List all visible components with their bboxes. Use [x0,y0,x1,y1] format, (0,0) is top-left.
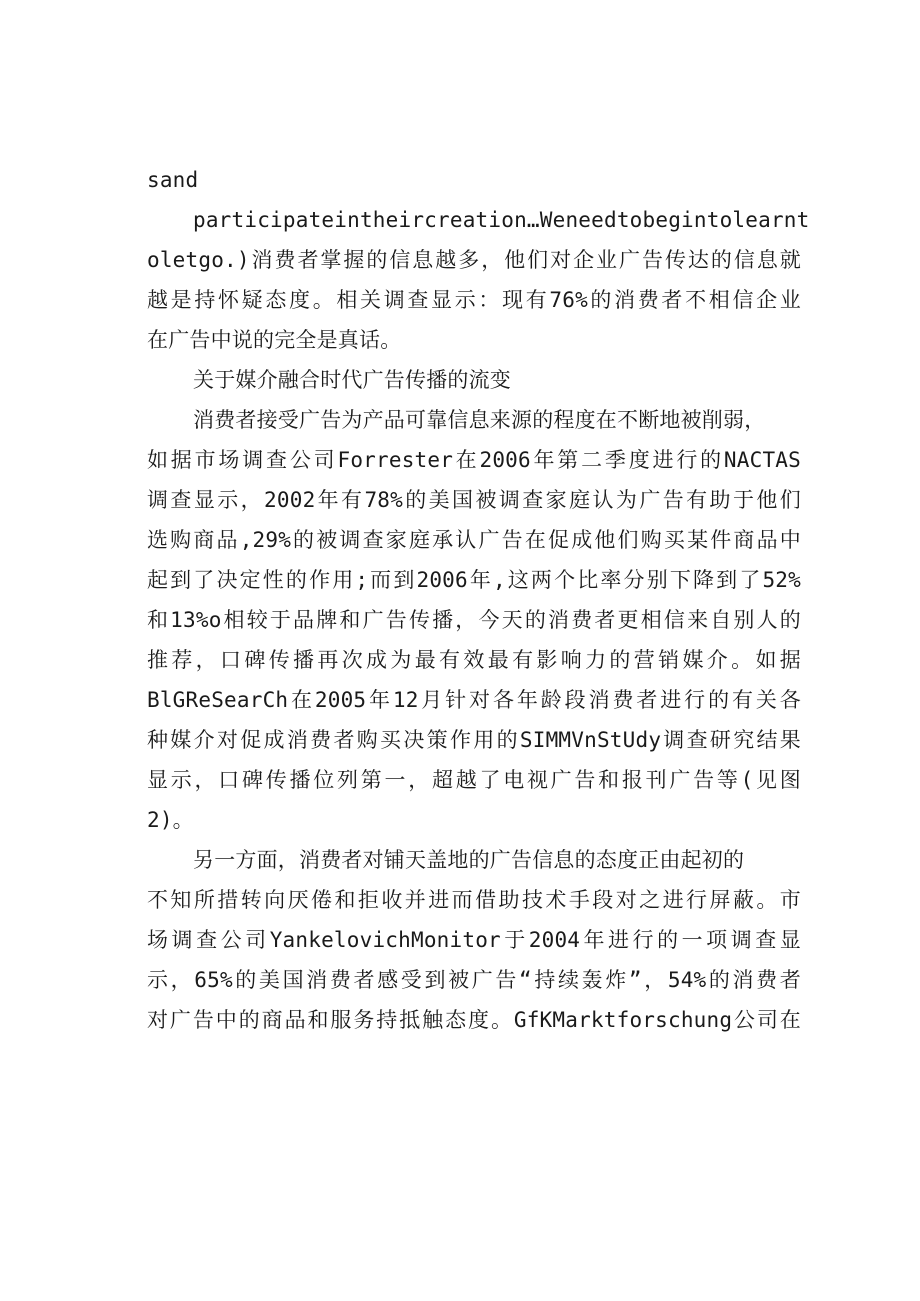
text-line: 消费者接受广告为产品可靠信息来源的程度在不断地被削弱， [193,408,766,432]
text-line: 种媒介对促成消费者购买决策作用的SIMMVnStUdy调查研究结果 [147,728,801,752]
text-line: oletgo.)消费者掌握的信息越多，他们对企业广告传达的信息就 [147,248,801,272]
section-heading: 关于媒介融合时代广告传播的流变 [193,368,511,392]
text-line: 如据市场调查公司Forrester在2006年第二季度进行的NACTAS [147,448,801,472]
text-line: 场调查公司YankelovichMonitor于2004年进行的一项调查显 [147,928,801,952]
text-line: BlGReSearCh在2005年12月针对各年龄段消费者进行的有关各 [147,688,801,712]
text-line: 起到了决定性的作用;而到2006年,这两个比率分别下降到了52% [147,568,801,592]
text-line: 示，65%的美国消费者感受到被广告“持续轰炸”，54%的消费者 [147,968,801,992]
text-line: 2)。 [147,808,194,832]
text-line: 另一方面，消费者对铺天盖地的广告信息的态度正由起初的 [193,848,745,872]
text-line: 对广告中的商品和服务持抵触态度。GfKMarktforschung公司在 [147,1008,801,1032]
text-line: 选购商品,29%的被调查家庭承认广告在促成他们购买某件商品中 [147,528,801,552]
text-line: 显示，口碑传播位列第一，超越了电视广告和报刊广告等(见图 [147,768,801,792]
text-line: 推荐，口碑传播再次成为最有效最有影响力的营销媒介。如据 [147,648,801,672]
text-line: 不知所措转向厌倦和拒收并进而借助技术手段对之进行屏蔽。市 [147,888,801,912]
text-line: 调查显示，2002年有78%的美国被调查家庭认为广告有助于他们 [147,488,801,512]
document-body [147,160,810,1040]
text-line: 越是持怀疑态度。相关调查显示：现有76%的消费者不相信企业 [147,288,801,312]
text-line: 和13%o相较于品牌和广告传播，今天的消费者更相信来自别人的 [147,608,801,632]
text-line: participateintheircreation…Weneedtobegintolearnt [193,208,810,232]
text-line: sand [147,168,199,192]
text-line: 在广告中说的完全是真话。 [147,328,402,352]
